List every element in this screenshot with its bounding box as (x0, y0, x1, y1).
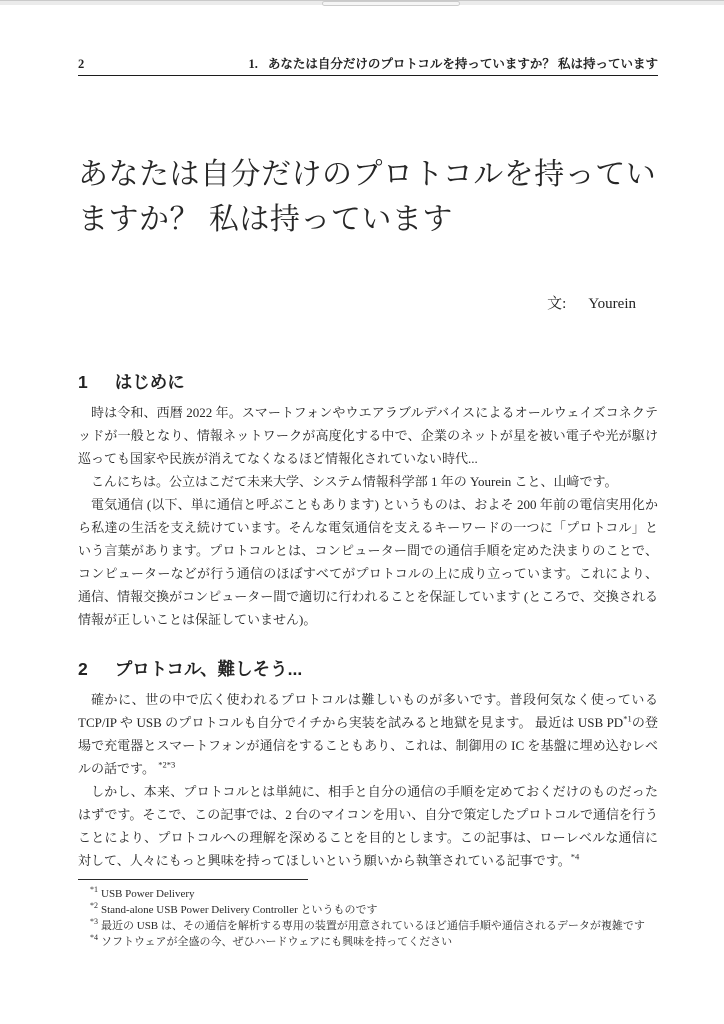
running-header (78, 0, 658, 76)
footnote-rule (78, 879, 308, 880)
section-1-heading (78, 371, 658, 393)
paragraph: 確かに、世の中で広く使われるプロトコルは難しいものが多いです。普段何気なく使っている TCP/IP や USB のプロトコルも自分でイチから実装を試みると地獄を見ます。 最近は USB PD$^{*1}$の登場で充電器とスマートフォンが通信をすることもあり、これは、制御用の IC を基盤に埋め込むレベルの話です。 $^{*2*3}$ (78, 692, 658, 776)
running-title (248, 54, 658, 72)
running-chapter-number: 1. (248, 57, 258, 71)
page-number: 2 (78, 57, 85, 71)
footnote-4 (78, 934, 658, 950)
section-2-heading (78, 658, 658, 680)
section-protocol-looks-hard (78, 658, 658, 872)
byline-label: 文: (547, 296, 567, 312)
footnote-4-text: ソフトウェアが全盛の今、ぜひハードウェアにも興味を持ってください (101, 936, 453, 948)
article-title: あなたは自分だけのプロトコルを持っていますか？ 私は持っています (78, 158, 657, 236)
byline (78, 292, 658, 313)
footnote-2-marker: *2 (90, 901, 98, 911)
running-title-text: あなたは自分だけのプロトコルを持っていますか？ 私は持っています (267, 57, 658, 71)
footnote-2-text: Stand-alone USB Power Delivery Controller というものです (101, 904, 378, 916)
footnotes (78, 879, 658, 950)
footnote-2 (78, 902, 658, 918)
byline-author: Yourein (588, 296, 636, 312)
paragraph: しかし、本来、プロトコルとは単純に、相手と自分の通信の手順を定めておくだけのものだったはずです。そこで、この記事では、2 台のマイコンを用い、自分で策定したプロトコルで通信を行うことにより、プロトコルへの理解を深めることを目的とします。この記事は、ローレベルな通信に対して、人々にもっと興味を持ってほしいという願いから執筆されている記事です。$^{*4}$ (78, 784, 658, 868)
page-content (78, 0, 658, 872)
footnote-3 (78, 918, 658, 934)
footnote-1-marker: *1 (90, 885, 98, 895)
footnote-3-marker: *3 (90, 917, 98, 927)
footnote-1 (78, 886, 658, 902)
footnote-4-marker: *4 (90, 933, 98, 943)
section-introduction (78, 371, 658, 631)
paragraph: 電気通信 (以下、単に通信と呼ぶこともあります) というものは、およそ 200 年前の電信実用化から私達の生活を支え続けています。そんな電気通信を支えるキーワードの一つに「プロトコル」という言葉があります。プロトコルとは、コンピューター間での通信手順を定めた決まりのことで、コンピューターなどが行う通信のほぼすべてがプロトコルの上に成り立っています。これにより、通信、情報交換がコンピューター間で適切に行われることを保証しています (ところで、交換される情報が正しいことは保証していません)。 (78, 497, 658, 627)
section-2-number: 2 (78, 659, 88, 679)
paragraph: 時は令和、西暦 2022 年。スマートフォンやウエアラブルデバイスによるオールウェイズコネクテッドが一般となり、情報ネットワークが高度化する中で、企業のネットが星を被い電子や光が駆け巡っても国家や民族が消えてなくなるほど情報化されていない時代... (78, 405, 658, 466)
section-2-title: プロトコル、難しそう... (114, 659, 303, 679)
paragraph: こんにちは。公立はこだて未来大学、システム情報科学部 1 年の Yourein こと、山﨑です。 (91, 474, 618, 489)
footnote-1-text: USB Power Delivery (101, 888, 195, 900)
section-1-title: はじめに (114, 372, 185, 392)
footnote-3-text: 最近の USB は、その通信を解析する専用の装置が用意されているほど通信手順や通信されるデータが複雑です (101, 920, 645, 932)
section-1-number: 1 (78, 372, 88, 392)
